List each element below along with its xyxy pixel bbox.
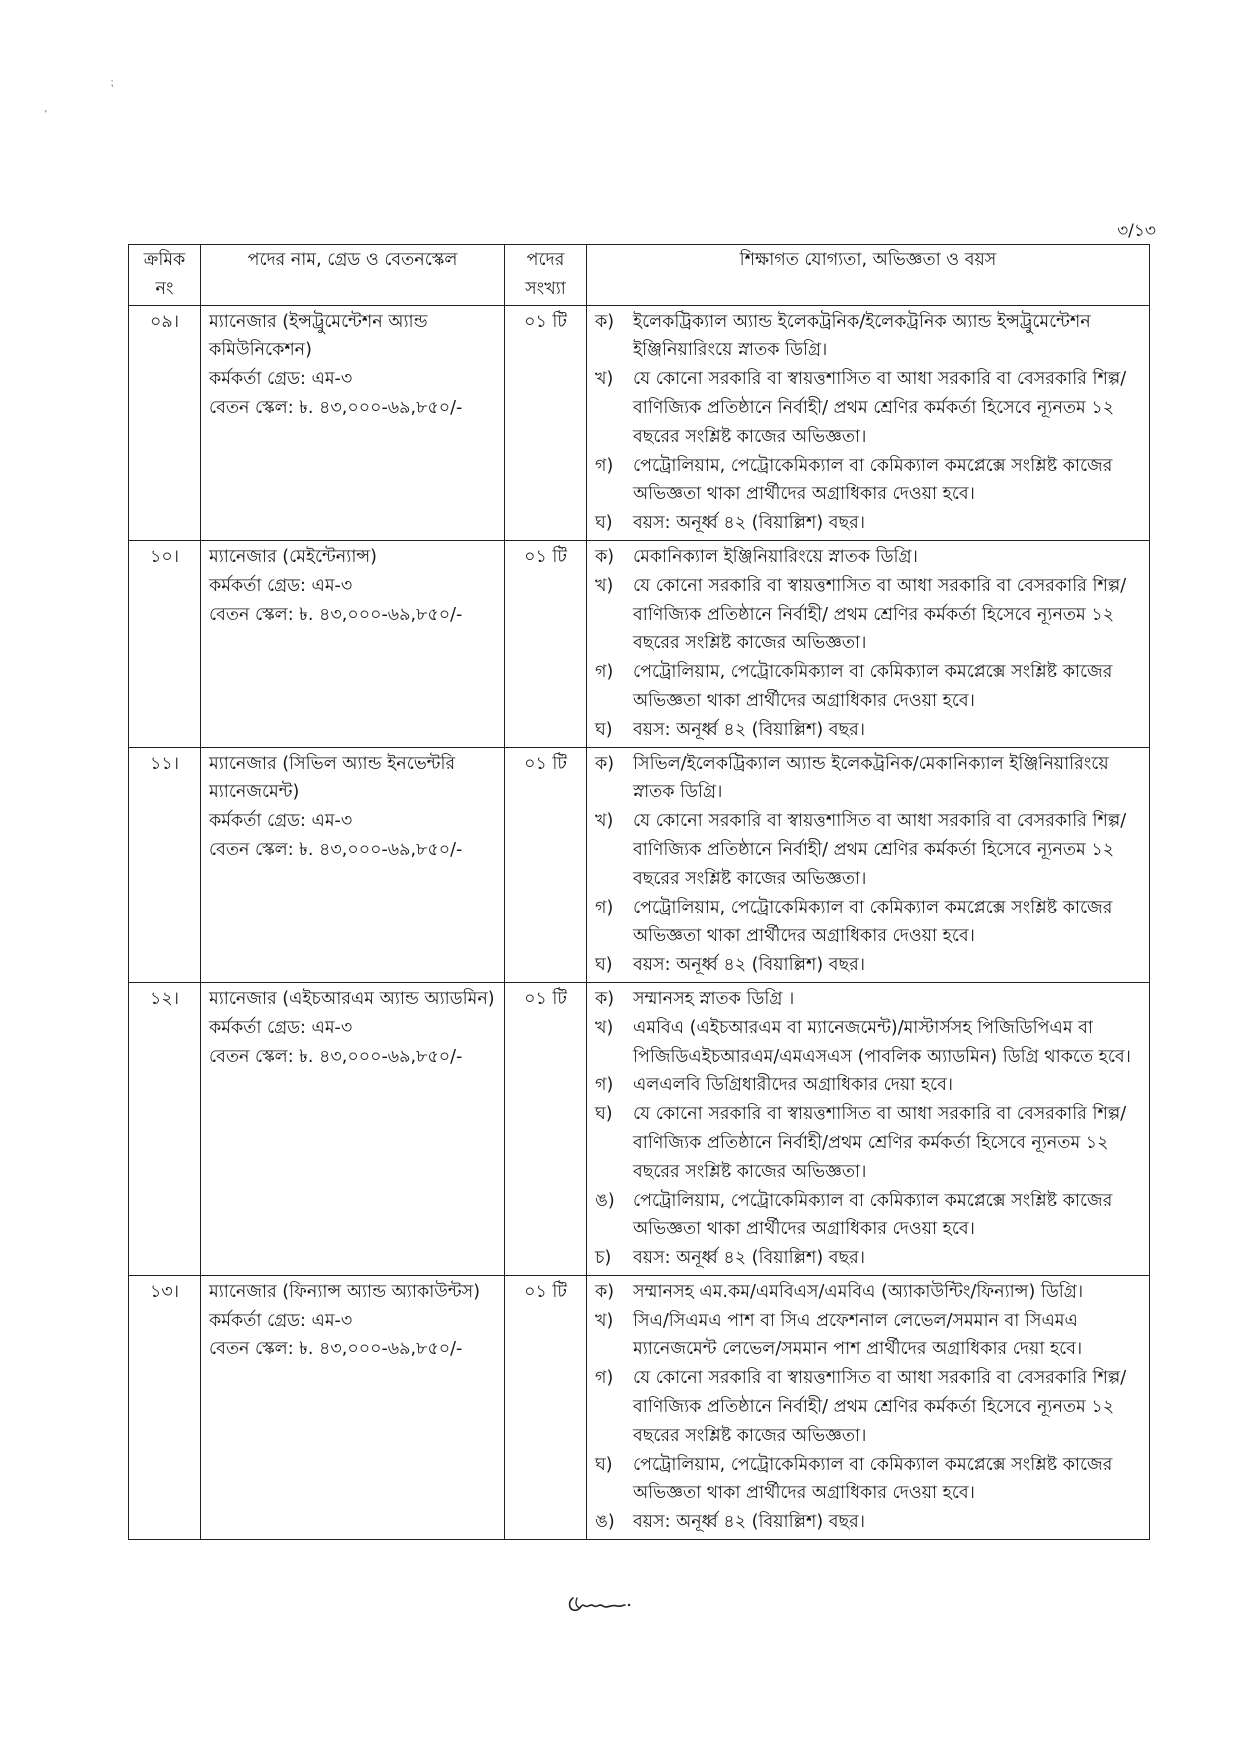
qualification-label: ক) bbox=[595, 1281, 615, 1302]
qualification-label: ক) bbox=[595, 311, 615, 332]
qualification-text: পেট্রোলিয়াম, পেট্রোকেমিক্যাল বা কেমিক্যাল কমপ্লেক্সে সংশ্লিষ্ট কাজের অভিজ্ঞতা থাকা প্রার্থীদের অগ্রাধিকার দেওয়া হবে। bbox=[633, 455, 1113, 505]
qualification-label: ঘ) bbox=[595, 719, 613, 740]
qualification-text: যে কোনো সরকারি বা স্বায়ত্তশাসিত বা আধা সরকারি বা বেসরকারি শিল্প/বাণিজ্যিক প্রতিষ্ঠানে নির্বাহী/ প্রথম শ্রেণির কর্মকর্তা হিসেবে ন্যূনতম ১২ বছরের সংশ্লিষ্ট কাজের অভিজ্ঞতা। bbox=[633, 369, 1127, 447]
post-cell bbox=[201, 540, 505, 747]
qualification-item bbox=[595, 365, 1141, 451]
qualification-label: ঘ) bbox=[595, 513, 613, 534]
post-pay-scale: বেতন স্কেল: ৳. ৪৩,০০০-৬৯,৮৫০/- bbox=[209, 397, 463, 418]
qualification-text: সম্মানসহ স্নাতক ডিগ্রি । bbox=[633, 988, 795, 1009]
qualification-label: গ) bbox=[595, 455, 614, 476]
post-name: ম্যানেজার (সিভিল অ্যান্ড ইনভেন্টরি ম্যানেজমেন্ট) bbox=[209, 753, 456, 803]
qualification-label: ক) bbox=[595, 988, 615, 1009]
post-pay-scale: বেতন স্কেল: ৳. ৪৩,০০০-৬৯,৮৫০/- bbox=[209, 604, 463, 625]
qualification-label: খ) bbox=[595, 575, 614, 596]
qualification-text: যে কোনো সরকারি বা স্বায়ত্তশাসিত বা আধা সরকারি বা বেসরকারি শিল্প/বাণিজ্যিক প্রতিষ্ঠানে নির্বাহী/ প্রথম শ্রেণির কর্মকর্তা হিসেবে ন্যূনতম ১২ বছরের সংশ্লিষ্ট কাজের অভিজ্ঞতা। bbox=[633, 811, 1127, 889]
qualification-label: গ) bbox=[595, 897, 614, 918]
qualification-text: যে কোনো সরকারি বা স্বায়ত্তশাসিত বা আধা সরকারি বা বেসরকারি শিল্প/বাণিজ্যিক প্রতিষ্ঠানে নির্বাহী/প্রথম শ্রেণির কর্মকর্তা হিসেবে ন্যূনতম ১২ বছরের সংশ্লিষ্ট কাজের অভিজ্ঞতা। bbox=[633, 1104, 1127, 1182]
scan-speck: ʼ bbox=[44, 108, 48, 121]
post-cell bbox=[201, 982, 505, 1275]
qualification-text: বয়স: অনূর্ধ্ব ৪২ (বিয়াল্লিশ) বছর। bbox=[633, 513, 866, 534]
table-header-row bbox=[129, 245, 1150, 306]
qualification-label: গ) bbox=[595, 1368, 614, 1389]
qualification-label: ঙ) bbox=[595, 1190, 615, 1211]
qualification-item bbox=[595, 894, 1141, 952]
qualification-item bbox=[595, 1071, 1141, 1100]
table-row bbox=[129, 305, 1150, 540]
qualification-item bbox=[595, 951, 1141, 980]
post-grade: কর্মকর্তা গ্রেড: এম-৩ bbox=[209, 1310, 353, 1331]
qualification-item bbox=[595, 308, 1141, 366]
job-posts-table bbox=[128, 244, 1150, 1540]
qualifications-cell bbox=[587, 982, 1150, 1275]
qualification-text: পেট্রোলিয়াম, পেট্রোকেমিক্যাল বা কেমিক্যাল কমপ্লেক্সে সংশ্লিষ্ট কাজের অভিজ্ঞতা থাকা প্রার্থীদের অগ্রাধিকার দেওয়া হবে। bbox=[633, 1190, 1113, 1240]
qualification-label: ঘ) bbox=[595, 955, 613, 976]
post-count: ০১ টি bbox=[505, 747, 587, 982]
table-row bbox=[129, 982, 1150, 1275]
header-post: পদের নাম, গ্রেড ও বেতনস্কেল bbox=[201, 245, 505, 306]
qualification-item bbox=[595, 985, 1141, 1014]
qualification-item bbox=[595, 1244, 1141, 1273]
post-name: ম্যানেজার (মেইন্টেন্যান্স) bbox=[209, 546, 378, 567]
qualification-item bbox=[595, 452, 1141, 510]
post-name: ম্যানেজার (ইন্সট্রুমেন্টেশন অ্যান্ড কমিউনিকেশন) bbox=[209, 311, 428, 361]
qualification-text: বয়স: অনূর্ধ্ব ৪২ (বিয়াল্লিশ) বছর। bbox=[633, 955, 866, 976]
qualification-item bbox=[595, 1307, 1141, 1365]
scan-speck: ⁏ bbox=[110, 76, 114, 89]
qualification-label: খ) bbox=[595, 1017, 614, 1038]
post-cell bbox=[201, 747, 505, 982]
qualification-label: খ) bbox=[595, 1310, 614, 1331]
page-number: ৩/১৩ bbox=[1117, 221, 1156, 241]
post-count: ০১ টি bbox=[505, 1275, 587, 1539]
table-row bbox=[129, 540, 1150, 747]
qualification-item bbox=[595, 509, 1141, 538]
qualification-label: গ) bbox=[595, 662, 614, 683]
qualification-text: বয়স: অনূর্ধ্ব ৪২ (বিয়াল্লিশ) বছর। bbox=[633, 1248, 866, 1269]
qualification-text: সিএ/সিএমএ পাশ বা সিএ প্রফেশনাল লেভেল/সমমান বা সিএমএ ম্যানেজমেন্ট লেভেল/সমমান পাশ প্রার্থীদের অগ্রাধিকার দেয়া হবে। bbox=[633, 1310, 1083, 1360]
qualification-label: ঘ) bbox=[595, 1104, 613, 1125]
post-count: ০১ টি bbox=[505, 982, 587, 1275]
qualification-label: খ) bbox=[595, 811, 614, 832]
qualifications-cell bbox=[587, 1275, 1150, 1539]
qualification-item bbox=[595, 750, 1141, 808]
serial-number: ১২। bbox=[129, 982, 201, 1275]
qualification-text: সিভিল/ইলেকট্রিক্যাল অ্যান্ড ইলেকট্রনিক/মেকানিক্যাল ইঞ্জিনিয়ারিংয়ে স্নাতক ডিগ্রি। bbox=[633, 753, 1109, 803]
qualification-label: গ) bbox=[595, 1075, 614, 1096]
qualification-item bbox=[595, 1451, 1141, 1509]
qualification-label: ক) bbox=[595, 753, 615, 774]
post-count: ০১ টি bbox=[505, 540, 587, 747]
post-name: ম্যানেজার (ফিন্যান্স অ্যান্ড অ্যাকাউন্টস) bbox=[209, 1281, 481, 1302]
header-serial: ক্রমিক নং bbox=[129, 245, 201, 306]
header-qualifications: শিক্ষাগত যোগ্যতা, অভিজ্ঞতা ও বয়স bbox=[587, 245, 1150, 306]
post-grade: কর্মকর্তা গ্রেড: এম-৩ bbox=[209, 1017, 353, 1038]
signature bbox=[563, 1588, 635, 1618]
table-row bbox=[129, 1275, 1150, 1539]
post-pay-scale: বেতন স্কেল: ৳. ৪৩,০০০-৬৯,৮৫০/- bbox=[209, 839, 463, 860]
qualification-text: পেট্রোলিয়াম, পেট্রোকেমিক্যাল বা কেমিক্যাল কমপ্লেক্সে সংশ্লিষ্ট কাজের অভিজ্ঞতা থাকা প্রার্থীদের অগ্রাধিকার দেওয়া হবে। bbox=[633, 662, 1113, 711]
post-pay-scale: বেতন স্কেল: ৳. ৪৩,০০০-৬৯,৮৫০/- bbox=[209, 1046, 463, 1067]
qualification-label: ঙ) bbox=[595, 1512, 615, 1533]
qualification-text: পেট্রোলিয়াম, পেট্রোকেমিক্যাল বা কেমিক্যাল কমপ্লেক্সে সংশ্লিষ্ট কাজের অভিজ্ঞতা থাকা প্রার্থীদের অগ্রাধিকার দেওয়া হবে। bbox=[633, 1454, 1113, 1504]
post-cell bbox=[201, 305, 505, 540]
qualification-text: বয়স: অনূর্ধ্ব ৪২ (বিয়াল্লিশ) বছর। bbox=[633, 1512, 866, 1533]
qualification-text: যে কোনো সরকারি বা স্বায়ত্তশাসিত বা আধা সরকারি বা বেসরকারি শিল্প/বাণিজ্যিক প্রতিষ্ঠানে নির্বাহী/ প্রথম শ্রেণির কর্মকর্তা হিসেবে ন্যূনতম ১২ বছরের সংশ্লিষ্ট কাজের অভিজ্ঞতা। bbox=[633, 1368, 1127, 1446]
qualification-text: যে কোনো সরকারি বা স্বায়ত্তশাসিত বা আধা সরকারি বা বেসরকারি শিল্প/বাণিজ্যিক প্রতিষ্ঠানে নির্বাহী/ প্রথম শ্রেণির কর্মকর্তা হিসেবে ন্যূনতম ১২ বছরের সংশ্লিষ্ট কাজের অভিজ্ঞতা। bbox=[633, 575, 1127, 654]
qualification-text: পেট্রোলিয়াম, পেট্রোকেমিক্যাল বা কেমিক্যাল কমপ্লেক্সে সংশ্লিষ্ট কাজের অভিজ্ঞতা থাকা প্রার্থীদের অগ্রাধিকার দেওয়া হবে। bbox=[633, 897, 1113, 947]
post-name: ম্যানেজার (এইচআরএম অ্যান্ড অ্যাডমিন) bbox=[209, 988, 495, 1009]
qualification-label: ঘ) bbox=[595, 1454, 613, 1475]
qualification-item bbox=[595, 1014, 1141, 1072]
qualification-item bbox=[595, 1187, 1141, 1245]
post-pay-scale: বেতন স্কেল: ৳. ৪৩,০০০-৬৯,৮৫০/- bbox=[209, 1339, 463, 1360]
qualifications-cell bbox=[587, 747, 1150, 982]
qualification-item bbox=[595, 658, 1141, 716]
serial-number: ১১। bbox=[129, 747, 201, 982]
qualification-text: সম্মানসহ এম.কম/এমবিএস/এমবিএ (অ্যাকাউন্টিং/ফিন্যান্স) ডিগ্রি। bbox=[633, 1281, 1084, 1302]
qualification-item bbox=[595, 1364, 1141, 1450]
header-count: পদের সংখ্যা bbox=[505, 245, 587, 306]
post-grade: কর্মকর্তা গ্রেড: এম-৩ bbox=[209, 369, 353, 390]
qualification-text: এলএলবি ডিগ্রিধারীদের অগ্রাধিকার দেয়া হবে। bbox=[633, 1075, 954, 1096]
qualification-item bbox=[595, 807, 1141, 893]
serial-number: ০৯। bbox=[129, 305, 201, 540]
qualifications-cell bbox=[587, 305, 1150, 540]
qualification-item bbox=[595, 1508, 1141, 1537]
qualification-item bbox=[595, 716, 1141, 745]
qualification-text: ইলেকট্রিক্যাল অ্যান্ড ইলেকট্রনিক/ইলেকট্রনিক অ্যান্ড ইন্সট্রুমেন্টেশন ইঞ্জিনিয়ারিংয়ে স্নাতক ডিগ্রি। bbox=[633, 311, 1091, 361]
post-count: ০১ টি bbox=[505, 305, 587, 540]
qualification-label: চ) bbox=[595, 1248, 612, 1269]
qualification-text: মেকানিক্যাল ইঞ্জিনিয়ারিংয়ে স্নাতক ডিগ্রি। bbox=[633, 546, 918, 567]
table-body bbox=[129, 305, 1150, 1539]
qualification-text: বয়স: অনূর্ধ্ব ৪২ (বিয়াল্লিশ) বছর। bbox=[633, 719, 866, 740]
qualification-item bbox=[595, 1100, 1141, 1186]
table-row bbox=[129, 747, 1150, 982]
qualification-label: ক) bbox=[595, 546, 615, 567]
qualifications-cell bbox=[587, 540, 1150, 747]
qualification-item bbox=[595, 543, 1141, 572]
qualification-item bbox=[595, 1278, 1141, 1307]
qualification-text: এমবিএ (এইচআরএম বা ম্যানেজমেন্ট)/মাস্টার্সসহ পিজিডিপিএম বা পিজিডিএইচআরএম/এমএসএস (পাবলিক অ্যাডমিন) ডিগ্রি থাকতে হবে। bbox=[633, 1017, 1131, 1067]
qualification-label: খ) bbox=[595, 369, 614, 390]
qualification-item bbox=[595, 572, 1141, 658]
post-cell bbox=[201, 1275, 505, 1539]
serial-number: ১০। bbox=[129, 540, 201, 747]
post-grade: কর্মকর্তা গ্রেড: এম-৩ bbox=[209, 811, 353, 832]
serial-number: ১৩। bbox=[129, 1275, 201, 1539]
post-grade: কর্মকর্তা গ্রেড: এম-৩ bbox=[209, 575, 353, 596]
